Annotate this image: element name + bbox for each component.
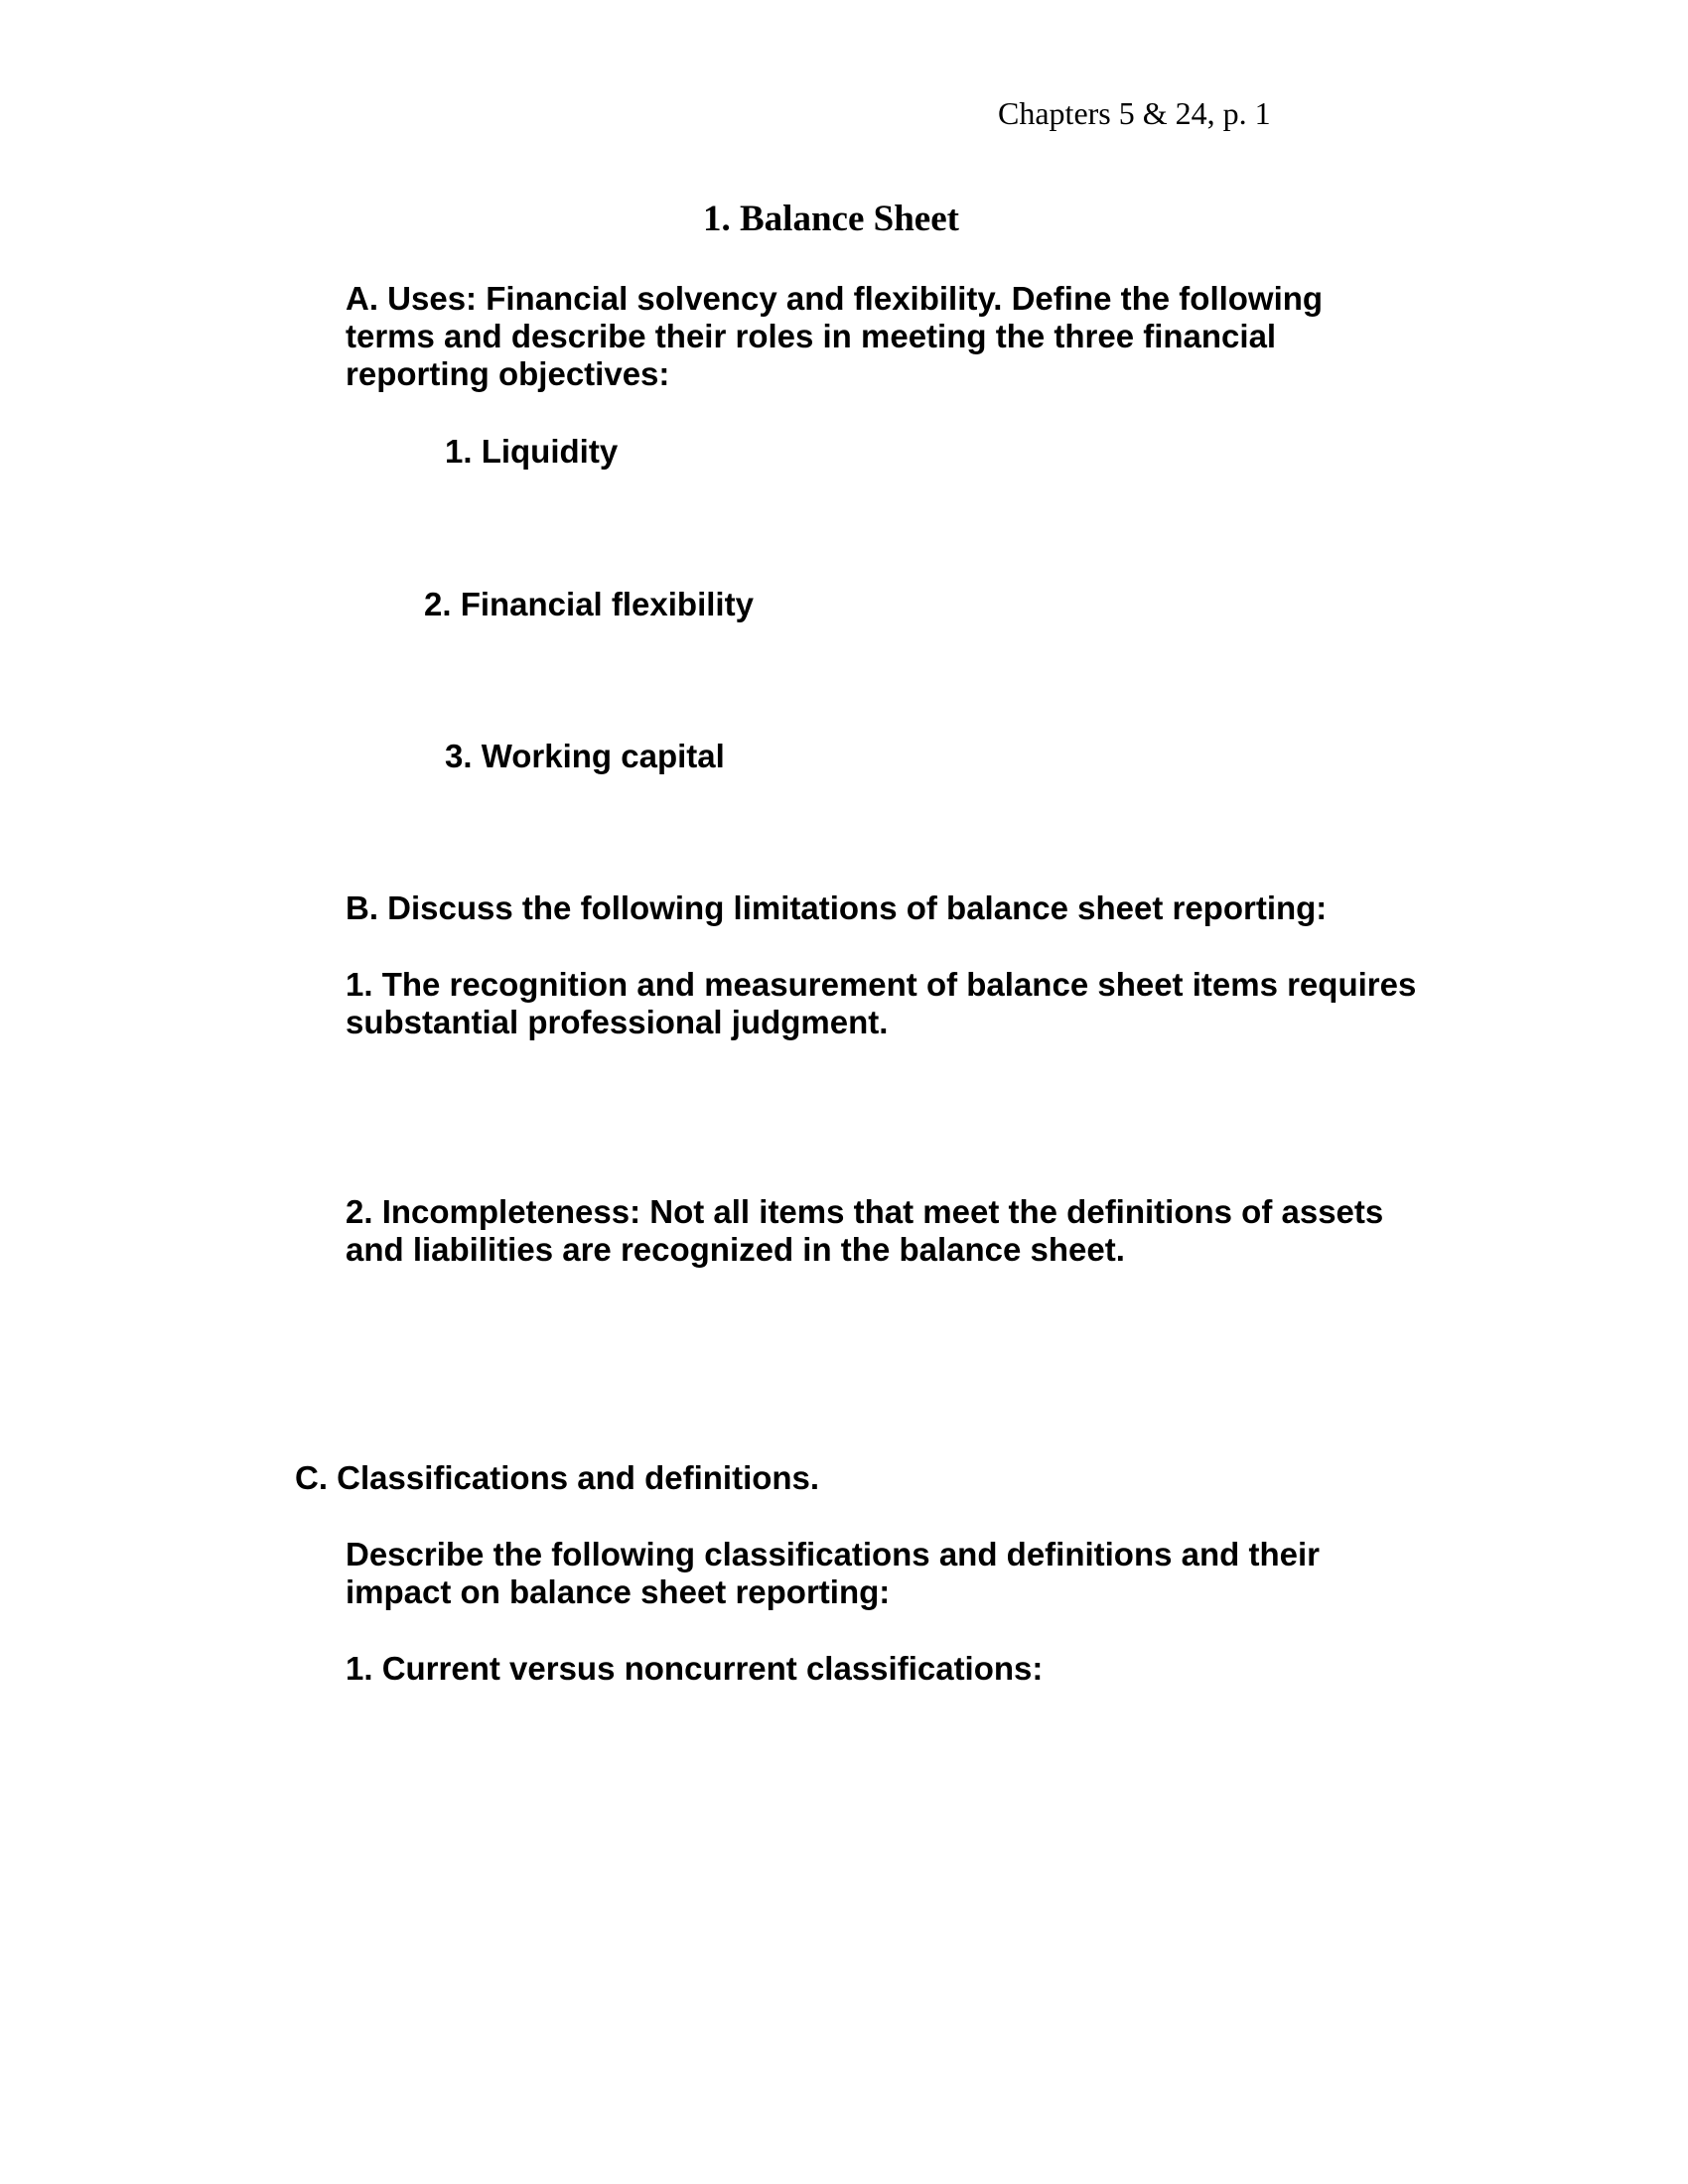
limitation-judgment: 1. The recognition and measurement of balance sheet items requires substantial professional judgment. bbox=[346, 966, 1417, 1040]
limitation-incompleteness: 2. Incompleteness: Not all items that meet the definitions of assets and liabilities are recognized in the balance sheet. bbox=[346, 1193, 1384, 1268]
section-b-intro: B. Discuss the following limitations of balance sheet reporting: bbox=[346, 889, 1328, 926]
classification-current-noncurrent: 1. Current versus noncurrent classifications: bbox=[346, 1650, 1044, 1687]
section-c-heading: C. Classifications and definitions. bbox=[295, 1459, 820, 1496]
term-liquidity: 1. Liquidity bbox=[445, 433, 619, 470]
term-working-capital: 3. Working capital bbox=[445, 738, 725, 774]
section-a-intro: A. Uses: Financial solvency and flexibility. Define the following terms and describe their roles in meeting the three financial reporting objectives: bbox=[346, 280, 1324, 392]
section-c-intro: Describe the following classifications and definitions and their impact on balance sheet reporting: bbox=[346, 1536, 1320, 1610]
term-financial-flexibility: 2. Financial flexibility bbox=[424, 586, 754, 622]
page-title: 1. Balance Sheet bbox=[703, 199, 959, 239]
running-header: Chapters 5 & 24, p. 1 bbox=[998, 95, 1271, 131]
